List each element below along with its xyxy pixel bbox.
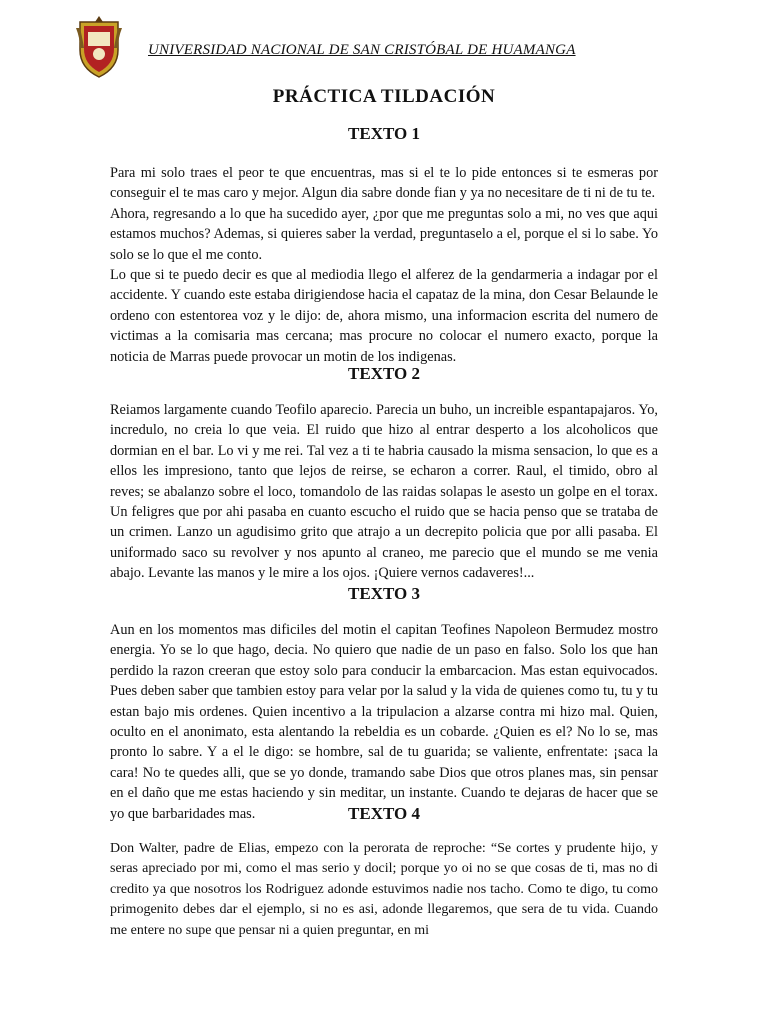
section-heading-texto-2: TEXTO 2 [348, 364, 420, 383]
paragraph: Aun en los momentos mas dificiles del motin el capitan Teofines Napoleon Bermudez mostro energia. Yo se lo que hago, decia. No quiero que nadie de un paso en falso. Solo los que han perdido la razon creeran que estoy solo para conducir la embarcacion. Mas estan equivocados. Pues deben saber que tambien estoy para velar por la salud y la vida de quienes como tu, tu y tu estan bajo mis ordenes. Quien incentivo a la tripulacion a alzarse contra mi hizo mal. Quien, oculto en el anonimato, esta alentando la rebeldia es un cobarde. ¿Quien es el? No lo se, mas pronto lo sabre. Y a el le digo: se hombre, sal de tu guarida; se valiente, enfrentate: ¡saca la cara! No te quedes alli, que se yo donde, tramando sabe Dios que otros planes mas, sin pensar en el daño que me estas haciendo y sin meditar, un instante. Cuando te dejaras de hacer que se yo que barbaridades mas. [110, 622, 658, 822]
section-heading-texto-3: TEXTO 3 [348, 584, 420, 603]
section-body-texto-4 [110, 839, 658, 941]
paragraph: Reiamos largamente cuando Teofilo aparecio. Parecia un buho, un increible espantapajaros. Yo, incredulo, no creia lo que veia. El ruido que hizo al entrar desperto a los alcoholicos que dormian en el bar. Lo vi y me rei. Tal vez a ti te habria causado la misma sensacion, lo que es a ellos les impresiono, tanto que lejos de reirse, se echaron a correr. Raul, el timido, obro al reves; se abalanzo sobre el loco, tomandolo de las raidas solapas le asesto un golpe en el torax. Un feligres que por ahi pasaba en cuanto escucho el ruido que se hacia penso que se trataba de un crimen. Lanzo un agudisimo grito que atrajo a un decrepito policia que por alli pasaba. El uniformado saco su revolver y nos apunto al craneo, me parecio que el mundo se me venia abajo. Levante las manos y le mire a los ojos. ¡Quiere vernos cadaveres!... [110, 402, 658, 582]
section-body-texto-1 [110, 163, 658, 367]
section-body-texto-2 [110, 400, 658, 584]
page-header [74, 14, 728, 84]
section-heading-texto-4: TEXTO 4 [348, 804, 420, 823]
university-name: UNIVERSIDAD NACIONAL DE SAN CRISTÓBAL DE HUAMANGA [148, 42, 576, 58]
section-body-texto-3 [110, 620, 658, 824]
paragraph: Ahora, regresando a lo que ha sucedido ayer, ¿por que me preguntas solo a mi, no ves que aqui estamos muchos? Ademas, si quieres saber la verdad, preguntaselo a el, porque el si lo sabe. Yo solo se lo que el me conto. [110, 205, 658, 263]
university-crest-icon [74, 14, 124, 80]
paragraph: Para mi solo traes el peor te que encuentras, mas si el te lo pide entonces si te esmeras por conseguir el te mas caro y mejor. Algun dia sabre donde fian y ya no necesitare de ti ni de tu te. [110, 165, 658, 202]
paragraph: Don Walter, padre de Elias, empezo con la perorata de reproche: “Se cortes y prudente hijo, y seras apreciado por mi, como el mas serio y docil; porque yo oi no se que cosas de ti, mas no di credito ya que nosotros los Rodriguez adonde estuvimos nadie nos tacho. Como te digo, tu como primogenito debes dar el ejemplo, si no es asi, adonde llegaremos, que sera de tu vida. Cuando me entere no supe que pensar ni a quien preguntar, en mi [110, 841, 658, 938]
section-heading-texto-1: TEXTO 1 [348, 124, 420, 143]
paragraph: Lo que si te puedo decir es que al mediodia llego el alferez de la gendarmeria a indagar por el accidente. Y cuando este estaba dirigiendose hacia el capataz de la mina, don Cesar Belaunde le ordeno con estentorea voz y le dijo: de, ahora mismo, una informacion escrita del numero de victimas a la comisaria mas cercana; mas procure no colocar el numero exacto, porque la noticia de Marras puede provocar un motin de los indigenas. [110, 267, 658, 365]
document-title: PRÁCTICA TILDACIÓN [272, 86, 496, 107]
